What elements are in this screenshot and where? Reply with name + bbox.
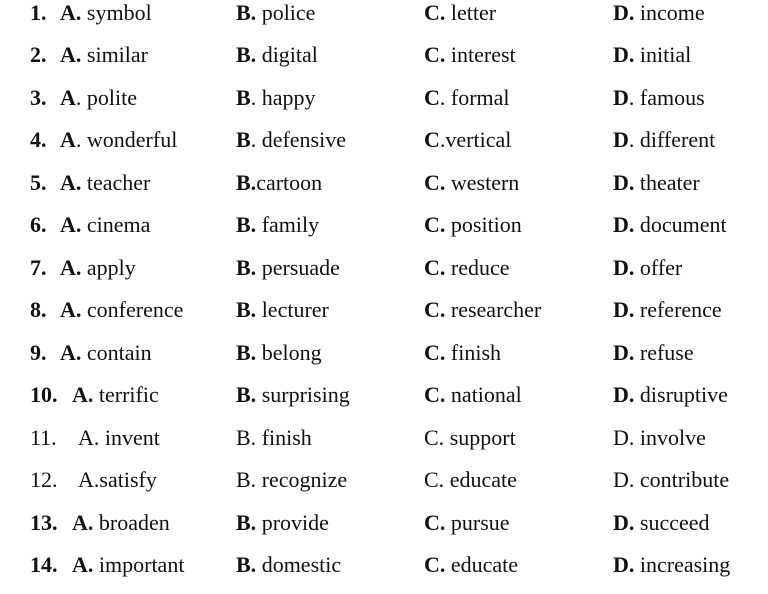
question-number: 2. bbox=[30, 42, 47, 67]
option-a bbox=[60, 42, 148, 68]
option-word: surprising bbox=[256, 382, 350, 407]
option-d bbox=[613, 382, 728, 408]
option-a bbox=[78, 467, 157, 493]
option-letter: A bbox=[60, 127, 76, 152]
option-word: pursue bbox=[445, 510, 510, 535]
option-letter: C bbox=[424, 85, 440, 110]
option-word: reference bbox=[634, 297, 722, 322]
option-c bbox=[424, 340, 501, 366]
question-row-3 bbox=[0, 85, 768, 127]
question-row-4 bbox=[0, 127, 768, 169]
option-letter: D. bbox=[613, 382, 635, 407]
option-letter: A. bbox=[60, 170, 82, 195]
option-letter: B. bbox=[236, 170, 257, 195]
option-letter: B. bbox=[236, 340, 257, 365]
option-letter: B. bbox=[236, 425, 257, 450]
option-a bbox=[72, 510, 170, 536]
option-b bbox=[236, 467, 347, 493]
option-letter: A. bbox=[60, 340, 82, 365]
option-c bbox=[424, 425, 516, 451]
option-word: theater bbox=[634, 170, 700, 195]
option-word: cinema bbox=[81, 212, 151, 237]
option-letter: C. bbox=[424, 467, 445, 492]
option-letter: A. bbox=[60, 255, 82, 280]
option-letter: C. bbox=[424, 255, 446, 280]
option-letter: D bbox=[613, 127, 629, 152]
option-letter: C. bbox=[424, 0, 446, 25]
option-letter: B. bbox=[236, 42, 257, 67]
option-letter: D. bbox=[613, 0, 635, 25]
option-word: document bbox=[634, 212, 727, 237]
question-row-5 bbox=[0, 170, 768, 212]
question-number: 8. bbox=[30, 297, 47, 322]
option-word: belong bbox=[256, 340, 322, 365]
option-letter: C bbox=[424, 127, 440, 152]
option-letter: C. bbox=[424, 212, 446, 237]
option-d bbox=[613, 85, 705, 111]
option-word: income bbox=[634, 0, 705, 25]
option-word: cartoon bbox=[256, 170, 323, 195]
question-row-12 bbox=[0, 467, 768, 509]
question-number: 5. bbox=[30, 170, 47, 195]
option-letter: D. bbox=[613, 552, 635, 577]
option-b bbox=[236, 297, 329, 323]
question-row-7 bbox=[0, 255, 768, 297]
option-a bbox=[72, 552, 184, 578]
option-a bbox=[60, 0, 152, 26]
option-word: police bbox=[256, 0, 316, 25]
option-c bbox=[424, 170, 519, 196]
option-word: succeed bbox=[634, 510, 710, 535]
option-b bbox=[236, 340, 322, 366]
option-letter: B bbox=[236, 85, 251, 110]
option-letter: D. bbox=[613, 425, 635, 450]
option-letter: B. bbox=[236, 382, 257, 407]
option-word: apply bbox=[81, 255, 136, 280]
option-a bbox=[60, 170, 150, 196]
option-letter: B bbox=[236, 127, 251, 152]
option-word: educate bbox=[445, 552, 519, 577]
option-word: . defensive bbox=[250, 127, 346, 152]
option-c bbox=[424, 212, 522, 238]
question-row-8 bbox=[0, 297, 768, 339]
option-d bbox=[613, 552, 730, 578]
option-word: conference bbox=[81, 297, 184, 322]
option-word: position bbox=[445, 212, 522, 237]
question-number: 13. bbox=[30, 510, 58, 535]
option-a bbox=[72, 382, 159, 408]
option-letter: C. bbox=[424, 382, 446, 407]
question-number: 9. bbox=[30, 340, 47, 365]
option-c bbox=[424, 85, 510, 111]
option-word: broaden bbox=[93, 510, 170, 535]
option-d bbox=[613, 340, 694, 366]
option-word: domestic bbox=[256, 552, 342, 577]
option-b bbox=[236, 552, 341, 578]
question-row-1 bbox=[0, 0, 768, 42]
option-letter: B. bbox=[236, 467, 257, 492]
question-row-6 bbox=[0, 212, 768, 254]
option-a bbox=[60, 127, 177, 153]
option-word: disruptive bbox=[634, 382, 728, 407]
question-number: 3. bbox=[30, 85, 47, 110]
option-word: . famous bbox=[628, 85, 705, 110]
option-letter: C. bbox=[424, 297, 446, 322]
option-c bbox=[424, 42, 516, 68]
option-b bbox=[236, 255, 340, 281]
option-a bbox=[78, 425, 160, 451]
option-word: involve bbox=[634, 425, 706, 450]
option-letter: C. bbox=[424, 425, 445, 450]
option-word: support bbox=[444, 425, 516, 450]
option-letter: A. bbox=[60, 42, 82, 67]
option-word: initial bbox=[634, 42, 692, 67]
option-letter: D. bbox=[613, 255, 635, 280]
option-word: . wonderful bbox=[75, 127, 178, 152]
option-d bbox=[613, 170, 700, 196]
option-d bbox=[613, 467, 729, 493]
option-word: satisfy bbox=[99, 467, 157, 492]
option-letter: A. bbox=[72, 552, 94, 577]
question-number: 1. bbox=[30, 0, 47, 25]
option-d bbox=[613, 0, 705, 26]
option-word: finish bbox=[445, 340, 502, 365]
option-letter: D. bbox=[613, 340, 635, 365]
option-c bbox=[424, 127, 511, 153]
option-word: letter bbox=[445, 0, 497, 25]
option-c bbox=[424, 0, 496, 26]
option-letter: D. bbox=[613, 42, 635, 67]
option-b bbox=[236, 85, 315, 111]
option-word: national bbox=[445, 382, 522, 407]
option-word: . formal bbox=[439, 85, 510, 110]
option-word: invent bbox=[99, 425, 160, 450]
question-row-10 bbox=[0, 382, 768, 424]
option-letter: A. bbox=[72, 510, 94, 535]
option-c bbox=[424, 510, 510, 536]
option-c bbox=[424, 552, 518, 578]
option-b bbox=[236, 170, 322, 196]
question-row-14 bbox=[0, 552, 768, 594]
question-number: 7. bbox=[30, 255, 47, 280]
option-letter: D. bbox=[613, 212, 635, 237]
option-letter: C. bbox=[424, 170, 446, 195]
question-number: 4. bbox=[30, 127, 47, 152]
question-row-2 bbox=[0, 42, 768, 84]
option-word: terrific bbox=[93, 382, 159, 407]
option-word: . different bbox=[628, 127, 716, 152]
question-number: 11. bbox=[30, 425, 57, 450]
option-a bbox=[60, 340, 152, 366]
option-word: western bbox=[445, 170, 520, 195]
option-letter: B. bbox=[236, 297, 257, 322]
option-letter: C. bbox=[424, 340, 446, 365]
question-row-13 bbox=[0, 510, 768, 552]
option-word: educate bbox=[444, 467, 517, 492]
option-word: . happy bbox=[250, 85, 316, 110]
option-word: similar bbox=[81, 42, 148, 67]
option-word: family bbox=[256, 212, 320, 237]
option-word: important bbox=[93, 552, 185, 577]
option-d bbox=[613, 212, 727, 238]
option-word: .vertical bbox=[439, 127, 512, 152]
option-letter: B. bbox=[236, 510, 257, 535]
option-b bbox=[236, 425, 312, 451]
option-letter: A. bbox=[78, 467, 100, 492]
option-b bbox=[236, 127, 346, 153]
option-letter: A. bbox=[72, 382, 94, 407]
option-letter: D. bbox=[613, 297, 635, 322]
option-b bbox=[236, 382, 350, 408]
option-word: interest bbox=[445, 42, 516, 67]
option-word: teacher bbox=[81, 170, 151, 195]
option-c bbox=[424, 467, 517, 493]
option-word: offer bbox=[634, 255, 683, 280]
option-a bbox=[60, 85, 137, 111]
option-word: digital bbox=[256, 42, 318, 67]
option-word: increasing bbox=[634, 552, 731, 577]
option-d bbox=[613, 127, 715, 153]
option-word: . polite bbox=[75, 85, 137, 110]
option-word: provide bbox=[256, 510, 329, 535]
question-row-11 bbox=[0, 425, 768, 467]
option-c bbox=[424, 255, 510, 281]
option-letter: C. bbox=[424, 510, 446, 535]
option-d bbox=[613, 510, 710, 536]
option-letter: B. bbox=[236, 552, 257, 577]
option-letter: D. bbox=[613, 510, 635, 535]
option-c bbox=[424, 382, 522, 408]
option-letter: A. bbox=[60, 297, 82, 322]
option-c bbox=[424, 297, 541, 323]
question-row-9 bbox=[0, 340, 768, 382]
question-number: 14. bbox=[30, 552, 58, 577]
option-d bbox=[613, 297, 722, 323]
option-letter: B. bbox=[236, 0, 257, 25]
option-letter: C. bbox=[424, 42, 446, 67]
option-letter: C. bbox=[424, 552, 446, 577]
option-a bbox=[60, 255, 136, 281]
option-d bbox=[613, 42, 691, 68]
question-number: 12. bbox=[30, 467, 58, 492]
option-letter: A. bbox=[78, 425, 100, 450]
option-word: reduce bbox=[445, 255, 510, 280]
option-word: contribute bbox=[634, 467, 730, 492]
option-a bbox=[60, 297, 183, 323]
option-b bbox=[236, 510, 329, 536]
option-word: researcher bbox=[445, 297, 542, 322]
option-letter: B. bbox=[236, 212, 257, 237]
option-b bbox=[236, 42, 318, 68]
option-word: persuade bbox=[256, 255, 340, 280]
option-word: symbol bbox=[81, 0, 152, 25]
option-word: contain bbox=[81, 340, 152, 365]
option-d bbox=[613, 425, 706, 451]
option-word: recognize bbox=[256, 467, 348, 492]
option-word: refuse bbox=[634, 340, 694, 365]
option-letter: A bbox=[60, 85, 76, 110]
option-letter: D. bbox=[613, 467, 635, 492]
option-word: finish bbox=[256, 425, 312, 450]
option-b bbox=[236, 0, 315, 26]
option-letter: D bbox=[613, 85, 629, 110]
option-letter: B. bbox=[236, 255, 257, 280]
option-word: lecturer bbox=[256, 297, 329, 322]
option-letter: A. bbox=[60, 0, 82, 25]
question-number: 6. bbox=[30, 212, 47, 237]
question-number: 10. bbox=[30, 382, 58, 407]
option-letter: A. bbox=[60, 212, 82, 237]
option-d bbox=[613, 255, 682, 281]
option-a bbox=[60, 212, 150, 238]
option-letter: D. bbox=[613, 170, 635, 195]
option-b bbox=[236, 212, 319, 238]
